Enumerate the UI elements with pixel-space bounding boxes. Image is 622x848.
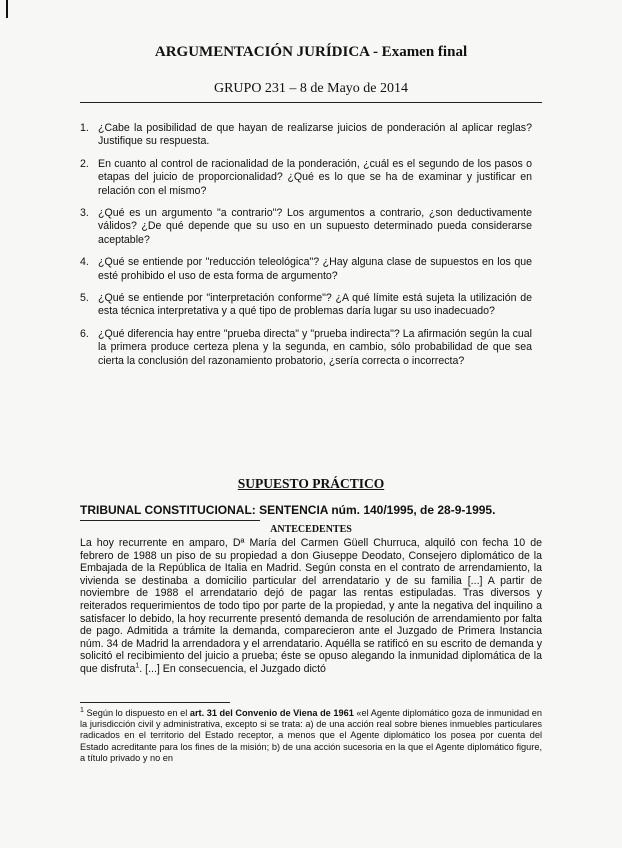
question-item <box>80 158 532 198</box>
question-text: En cuanto al control de racionalidad de la ponderación, ¿cuál es el segundo de los pasos o etapas del juicio de proporcionalidad? ¿Qué es lo que se ha de examinar y justificar en relación con el mismo? <box>98 157 532 197</box>
exam-title: ARGUMENTACIÓN JURÍDICA - Examen final <box>154 44 468 60</box>
question-item <box>80 207 532 247</box>
footnote-divider <box>80 702 230 703</box>
margin-mark <box>6 0 8 18</box>
question-number: 4. <box>80 256 89 269</box>
footnote <box>80 708 542 764</box>
question-number: 5. <box>80 292 89 305</box>
question-text: ¿Qué diferencia hay entre "prueba directa" y "prueba indirecta"? La afirmación según la cual la primera produce certeza plena y la segunda, en cambio, sólo probabilidad de que sea cierta la conclusión del razonamiento probatorio, ¿sería correcta o incorrecta? <box>98 327 532 367</box>
question-item <box>80 256 532 283</box>
question-item <box>80 328 532 368</box>
exam-subtitle: GRUPO 231 – 8 de Mayo de 2014 <box>213 81 409 96</box>
question-text: ¿Qué se entiende por "interpretación conforme"? ¿A qué límite está sujeta la utilización de esta técnica interpretativa y a qué tipo de problemas daría lugar su uso inadecuado? <box>98 292 532 318</box>
question-item <box>80 122 532 149</box>
question-text: ¿Qué se entiende por "reducción teleológica"? ¿Hay alguna clase de supuestos en los que esté prohibido el uso de esta forma de argumento? <box>98 256 532 282</box>
header-divider <box>80 102 542 103</box>
footnote-bold: art. 31 del Convenio de Viena de 1961 <box>189 708 354 718</box>
question-number: 6. <box>80 327 89 340</box>
antecedentes-heading: ANTECEDENTES <box>270 524 352 535</box>
footnote-number: 1 <box>80 706 84 714</box>
question-text: ¿Qué es un argumento "a contrario"? Los argumentos a contrario, ¿son deductivamente válidos? ¿De qué depende que su uso en un supuesto determinado pueda considerarse aceptable? <box>98 207 532 246</box>
case-body <box>80 537 542 676</box>
court-heading: TRIBUNAL CONSTITUCIONAL: SENTENCIA núm. 140/1995, de 28-9-1995. <box>80 503 496 517</box>
case-body-end: . [...] En consecuencia, el Juzgado dictó <box>139 662 326 675</box>
case-body-text: La hoy recurrente en amparo, Dª María del Carmen Güell Churruca, alquiló con fecha 10 de febrero de 1988 un piso de su propiedad a don Giuseppe Deodato, Consejero diplomático de la Embajada de la República de Italia en Madrid. Según consta en el contrato de arrendamiento, la vivienda se destinaba a domicilio particular del arrendatario y de su familia [...] A partir de noviembre de 1988 el arrendatario dejó de pagar las rentas estipuladas. Tras diversos y reiterados requerimientos de todo tipo por parte de la propiedad, y ante la negativa del inquilino a satisfacer lo debido, la hoy recurrente presentó demanda de resolución de arrendamiento por falta de pago. Admitida a trámite la demanda, comparecieron ante el Juzgado de Primera Instancia núm. 34 de Madrid la arrendadora y el arrendatario. Aquélla se ratificó en su escrito de demanda y solicitó el recibimiento del juicio a prueba; éste se opuso alegando la inmunidad diplomática de la que disfruta <box>80 537 542 675</box>
footnote-ref: 1 <box>135 662 140 670</box>
question-number: 2. <box>80 157 89 170</box>
footnote-text-b: «el Agente diplomático goza de inmunidad en la jurisdicción civil y administrativa, excepto si se trata: a) de una acción real sobre bienes inmuebles particulares radicados en el territorio del Estado receptor, a menos que el Agente diplomático los posea por cuenta del Estado acreditante para los fines de la misión; b) de una acción sucesoria en la que el Agente diplomático figure, a título privado y no en <box>80 708 543 763</box>
case-section-title: SUPUESTO PRÁCTICO <box>237 476 385 491</box>
footnote-text-a: Según lo dispuesto en el <box>83 708 190 718</box>
question-number: 1. <box>80 122 89 134</box>
question-text: ¿Cabe la posibilidad de que hayan de realizarse juicios de ponderación al aplicar reglas? Justifique su respuesta. <box>98 122 532 148</box>
question-list <box>80 122 532 377</box>
court-underline <box>80 520 260 521</box>
question-number: 3. <box>80 207 89 220</box>
question-item <box>80 292 532 319</box>
